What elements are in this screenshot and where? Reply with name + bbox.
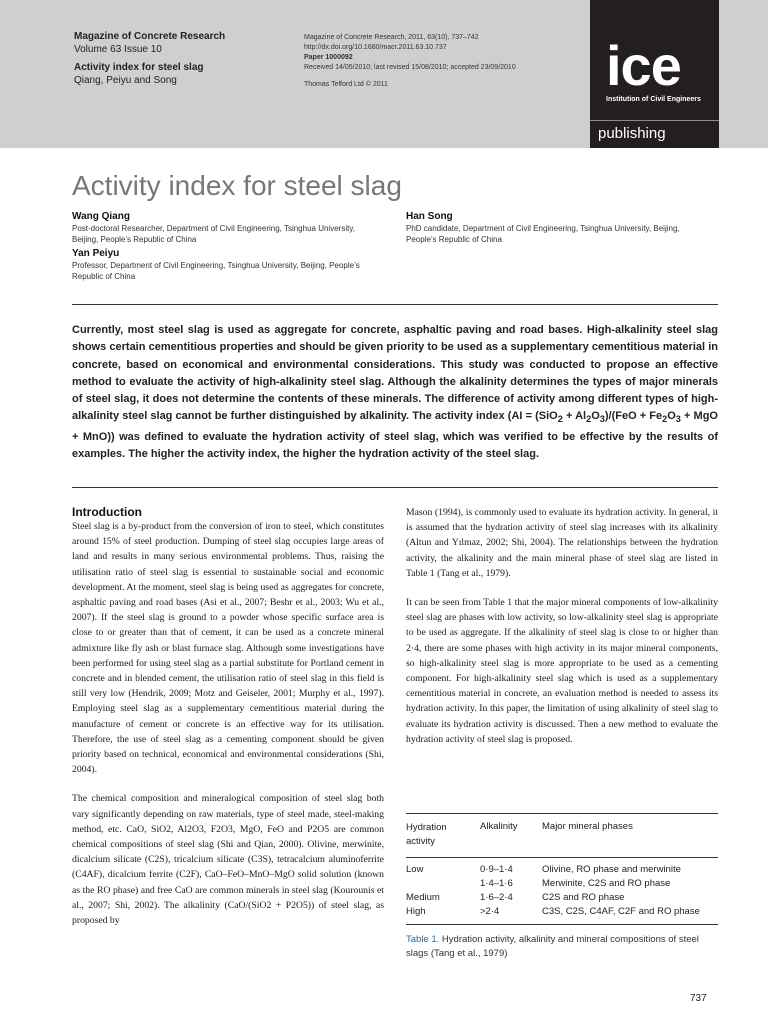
body-paragraph: Mason (1994), is commonly used to evaluate its hydration activity. In general, it is assumed that the hydration activity of steel slag increases with its alkalinity (Altun and Yılmaz, 2002; Shi, 2004). The relationships between the hydration activity, the alkalinity and the main mineral phase of steel slag are listed in Table 1 (Tang et al., 1979). xyxy=(406,507,718,579)
journal-header xyxy=(0,0,768,148)
header-authors: Qiang, Peiyu and Song xyxy=(74,74,177,86)
body-paragraph: The chemical composition and mineralogical composition of steel slag both vary significantly depending on raw materials, type of steel made, steel-making method, etc. CaO, SiO2, Al2O3, F2O3, MgO, FeO and P2O5 are common chemical compositions of steel slag (Shi and Qian, 2000). Olivine, merwinite, dicalcium silicate (C2S), tricalcium silicate (C3S), tetracalcium aluminoferrite (C4AF), dicalcium ferrite (C2F), CaO–FeO–MnO–MgO solid solution (known as the RO phase) and free CaO are common minerals in steel slag (Kourounis et al., 2007; Shi, 2002). The alkalinity (CaO/(SiO2 + P2O5)) of steel slag, as proposed by xyxy=(72,793,384,927)
author-name: Yan Peiyu xyxy=(72,248,120,259)
activity-index-formula: ($AI = (SiO_2 + Al_2O_3)/(FeO + Fe_2O_3$ + MgO + MnO)) xyxy=(72,410,718,443)
abstract-divider xyxy=(72,487,718,488)
header-divider xyxy=(72,304,718,305)
author-affiliation: Post-doctoral Researcher, Department of Civil Engineering, Tsinghua University, Beijing, People’s Republic of China xyxy=(72,224,355,244)
table-cell: Merwinite, C2S and RO phase xyxy=(542,878,671,889)
table-cell: High xyxy=(406,906,426,917)
header-article-title: Activity index for steel slag xyxy=(74,62,204,73)
ice-publishing-logo xyxy=(590,0,719,148)
doi-link[interactable]: http://dx.doi.org/10.1680/macr.2011.63.10.737 xyxy=(304,44,447,51)
author-affiliation: Professor, Department of Civil Engineering, Tsinghua University, Beijing, People’s Republic of China xyxy=(72,261,360,281)
table-cell: 0·9–1·4 xyxy=(480,864,513,875)
table-cell: Medium xyxy=(406,892,440,903)
table-cell: Low xyxy=(406,864,424,875)
table-header-cell: Hydration activity xyxy=(406,822,447,847)
table-header-cell: Alkalinity xyxy=(480,821,518,832)
table-cell: Olivine, RO phase and merwinite xyxy=(542,864,681,875)
logo-wordmark: ice xyxy=(606,34,681,97)
article-title: Activity index for steel slag xyxy=(72,170,402,201)
abstract-text: Currently, most steel slag is used as aggregate for concrete, asphaltic paving and road bases. High-alkalinity steel slag shows certain cementitious properties and should be given priority to be used as a supplementary cementitious material in concrete, based on economical and environmental considerations. This study was conducted to propose an effective method to evaluate the activity of high-alkalinity steel slag. Although the alkalinity determines the types of major minerals of steel slag, it does not determine the contents of these minerals. The difference of activity among different types of high-alkalinity steel slag cannot be further distinguished by alkalinity. The activity index xyxy=(72,324,718,423)
author-name: Wang Qiang xyxy=(72,211,130,222)
paper-number: Paper 1000092 xyxy=(304,54,353,61)
received-dates: Received 14/05/2010; last revised 15/08/2010; accepted 23/09/2010 xyxy=(304,64,516,71)
table-caption-text: Hydration activity, alkalinity and mineral compositions of steel slags (Tang et al., 1979) xyxy=(406,934,699,959)
logo-subtitle: Institution of Civil Engineers xyxy=(606,96,701,103)
author-affiliation: PhD candidate, Department of Civil Engineering, Tsinghua University, Beijing, People’s Republic of China xyxy=(406,224,680,244)
table-cell: C2S and RO phase xyxy=(542,892,625,903)
logo-divider xyxy=(590,120,719,121)
logo-publishing: publishing xyxy=(598,125,666,142)
table-caption-label: Table 1. xyxy=(406,934,440,945)
author-block-1 xyxy=(72,210,372,245)
left-column xyxy=(72,519,384,928)
page-number: 737 xyxy=(690,993,707,1004)
author-block-3 xyxy=(406,210,706,245)
table-cell: >2·4 xyxy=(480,906,500,917)
table-cell: 1·4–1·6 xyxy=(480,878,513,889)
copyright: Thomas Telford Ltd © 2011 xyxy=(304,81,388,88)
abstract xyxy=(72,322,718,464)
table-cell: C3S, C2S, C4AF, C2F and RO phase xyxy=(542,906,700,917)
table-cell: 1·6–2·4 xyxy=(480,892,513,903)
header-citation-block xyxy=(304,33,516,90)
citation: Magazine of Concrete Research, 2011, 63(10), 737–742 xyxy=(304,34,479,41)
table-header-cell: Major mineral phases xyxy=(542,821,633,832)
header-left-block xyxy=(74,31,225,87)
author-name: Han Song xyxy=(406,211,453,222)
author-block-2 xyxy=(72,247,372,282)
body-paragraph: Steel slag is a by-product from the conversion of iron to steel, which constitutes around 15% of steel production. Dumping of steel slag occupies large areas of land and results in many serious environmental problems. Thus, raising the utilisation ratio of steel slag is essential to sustainable social and economic development. At the moment, steel slag is being used as aggregates for concrete, asphaltic paving and road bases (Asi et al., 2007; Beshr et al., 2003; Wu et al., 2007). If the steel slag is ground to a powder whose specific surface area is close to or greater than that of cement, it can be used as a concrete mineral admixture like fly ash or blast furnace slag. Although some investigations have been performed for using steel slag as a partial substitute for Portland cement in concrete and in blended cement, the utilisation ratio of steel slag in this field is still very low (Hendrik, 2009; Motz and Geiseler, 2001; Murphy et al., 1997). Employing steel slag as a supplementary cementitious material during the manufacture of cement or concrete is an effective way for its utilisation. Therefore, the use of steel slag as a cementing component should be given priority based on technical, economical and environmental considerations (Shi, 2004). xyxy=(72,521,384,776)
section-heading: Introduction xyxy=(72,505,142,519)
body-paragraph: It can be seen from Table 1 that the major mineral components of low-alkalinity steel slag are phases with low activity, so low-alkalinity steel slag is appropriate to be used as aggregate. If the alkalinity of steel slag is close to or higher than 2·4, there are some phases with high activity in its major mineral components, so high-alkalinity steel slag is more appropriate to be used as a cementing component. For high-alkalinity steel slag which is used as a supplementary cementitious material in concrete, an evaluation method is needed to assess its hydration activity. In this paper, the limitation of using alkalinity of steel slag to evaluate its hydration activity is discussed. Then a new method to evaluate the hydration activity of steel slag is proposed. xyxy=(406,597,718,745)
journal-volume: Volume 63 Issue 10 xyxy=(74,43,162,55)
table-caption xyxy=(406,933,718,961)
abstract-text: was defined to evaluate the hydration activity of steel slag, which was verified to be effective by the results of examples. The higher the activity index, the higher the hydration activity of the steel slag. xyxy=(72,430,718,461)
right-column xyxy=(406,505,718,747)
journal-name: Magazine of Concrete Research xyxy=(74,31,226,42)
